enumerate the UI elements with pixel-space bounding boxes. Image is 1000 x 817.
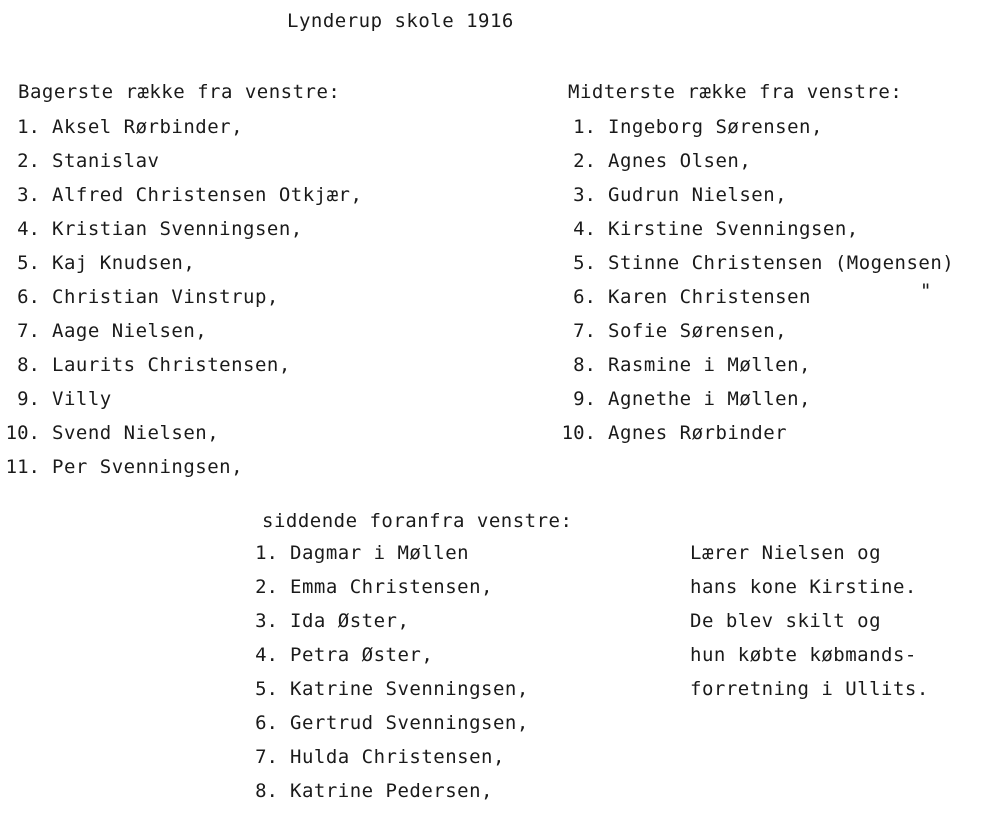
item-number: 3. xyxy=(17,184,40,206)
item-name: Emma Christensen, xyxy=(290,576,493,598)
teacher-note xyxy=(690,536,929,706)
list-item xyxy=(556,314,954,348)
front-row-list xyxy=(250,536,529,808)
item-name: Agnes Olsen, xyxy=(608,150,752,172)
item-number: 3. xyxy=(573,184,596,206)
item-name: Kaj Knudsen, xyxy=(52,252,196,274)
item-name: Ida Øster, xyxy=(290,610,410,632)
item-name: Aksel Rørbinder, xyxy=(52,116,244,138)
document-title: Lynderup skole 1916 xyxy=(287,10,514,32)
item-number: 7. xyxy=(573,320,596,342)
item-number: 5. xyxy=(17,252,40,274)
item-number: 8. xyxy=(17,354,40,376)
list-item xyxy=(556,416,954,450)
item-name: Karen Christensen xyxy=(608,286,811,308)
list-item xyxy=(556,280,954,314)
back-row-heading: Bagerste række fra venstre: xyxy=(18,81,341,103)
item-number: 2. xyxy=(573,150,596,172)
item-name: Sofie Sørensen, xyxy=(608,320,788,342)
item-number: 10. xyxy=(561,422,596,444)
list-item xyxy=(556,246,954,280)
list-item xyxy=(556,212,954,246)
item-number: 5. xyxy=(255,678,278,700)
note-line: forretning i Ullits. xyxy=(690,678,929,700)
list-item xyxy=(556,178,954,212)
list-item xyxy=(250,638,529,672)
item-number: 4. xyxy=(255,644,278,666)
item-number: 4. xyxy=(573,218,596,240)
item-name: Christian Vinstrup, xyxy=(52,286,279,308)
note-line: De blev skilt og xyxy=(690,610,882,632)
item-name: Villy xyxy=(52,388,112,410)
item-name: Dagmar i Møllen xyxy=(290,542,470,564)
list-item xyxy=(556,382,954,416)
middle-row-list xyxy=(556,110,954,450)
list-item xyxy=(0,280,362,314)
item-name: Alfred Christensen Otkjær, xyxy=(52,184,363,206)
item-name: Stanislav xyxy=(52,150,160,172)
item-number: 1. xyxy=(573,116,596,138)
list-item xyxy=(0,212,362,246)
item-name: Gertrud Svenningsen, xyxy=(290,712,529,734)
item-name: Per Svenningsen, xyxy=(52,456,244,478)
item-name: Hulda Christensen, xyxy=(290,746,505,768)
item-name: Agnethe i Møllen, xyxy=(608,388,811,410)
item-number: 3. xyxy=(255,610,278,632)
list-item xyxy=(250,740,529,774)
item-number: 6. xyxy=(17,286,40,308)
item-number: 8. xyxy=(573,354,596,376)
list-item xyxy=(556,348,954,382)
item-number: 5. xyxy=(573,252,596,274)
list-item xyxy=(0,144,362,178)
item-name: Ingeborg Sørensen, xyxy=(608,116,823,138)
item-name: Kirstine Svenningsen, xyxy=(608,218,859,240)
front-row-heading: siddende foranfra venstre: xyxy=(262,510,573,532)
list-item xyxy=(0,450,362,484)
list-item xyxy=(250,774,529,808)
list-item xyxy=(556,144,954,178)
item-name: Katrine Pedersen, xyxy=(290,780,493,802)
item-number: 10. xyxy=(5,422,40,444)
middle-row-heading: Midterste række fra venstre: xyxy=(568,81,903,103)
item-number: 9. xyxy=(17,388,40,410)
item-name: Kristian Svenningsen, xyxy=(52,218,303,240)
list-item xyxy=(250,706,529,740)
item-number: 11. xyxy=(5,456,40,478)
list-item xyxy=(0,416,362,450)
note-line: Lærer Nielsen og xyxy=(690,542,882,564)
back-row-list xyxy=(0,110,362,484)
item-number: 2. xyxy=(17,150,40,172)
item-number: 8. xyxy=(255,780,278,802)
item-name: Rasmine i Møllen, xyxy=(608,354,811,376)
item-name: Agnes Rørbinder xyxy=(608,422,788,444)
item-name: Aage Nielsen, xyxy=(52,320,208,342)
item-name: Stinne Christensen (Mogensen) xyxy=(608,252,955,274)
item-number: 7. xyxy=(255,746,278,768)
list-item xyxy=(250,570,529,604)
item-name: Laurits Christensen, xyxy=(52,354,291,376)
item-number: 4. xyxy=(17,218,40,240)
note-line: hans kone Kirstine. xyxy=(690,576,917,598)
item-number: 2. xyxy=(255,576,278,598)
item-name: Katrine Svenningsen, xyxy=(290,678,529,700)
item-number: 1. xyxy=(255,542,278,564)
item-number: 9. xyxy=(573,388,596,410)
list-item xyxy=(250,604,529,638)
list-item xyxy=(250,536,529,570)
item-name: Gudrun Nielsen, xyxy=(608,184,788,206)
item-name: Svend Nielsen, xyxy=(52,422,220,444)
note-line: hun købte købmands- xyxy=(690,644,917,666)
ditto-mark: " xyxy=(920,280,932,302)
list-item xyxy=(250,672,529,706)
list-item xyxy=(0,110,362,144)
list-item xyxy=(0,348,362,382)
list-item xyxy=(556,110,954,144)
item-number: 6. xyxy=(573,286,596,308)
list-item xyxy=(0,246,362,280)
list-item xyxy=(0,382,362,416)
item-number: 6. xyxy=(255,712,278,734)
item-name: Petra Øster, xyxy=(290,644,434,666)
item-number: 7. xyxy=(17,320,40,342)
list-item xyxy=(0,178,362,212)
item-number: 1. xyxy=(17,116,40,138)
list-item xyxy=(0,314,362,348)
